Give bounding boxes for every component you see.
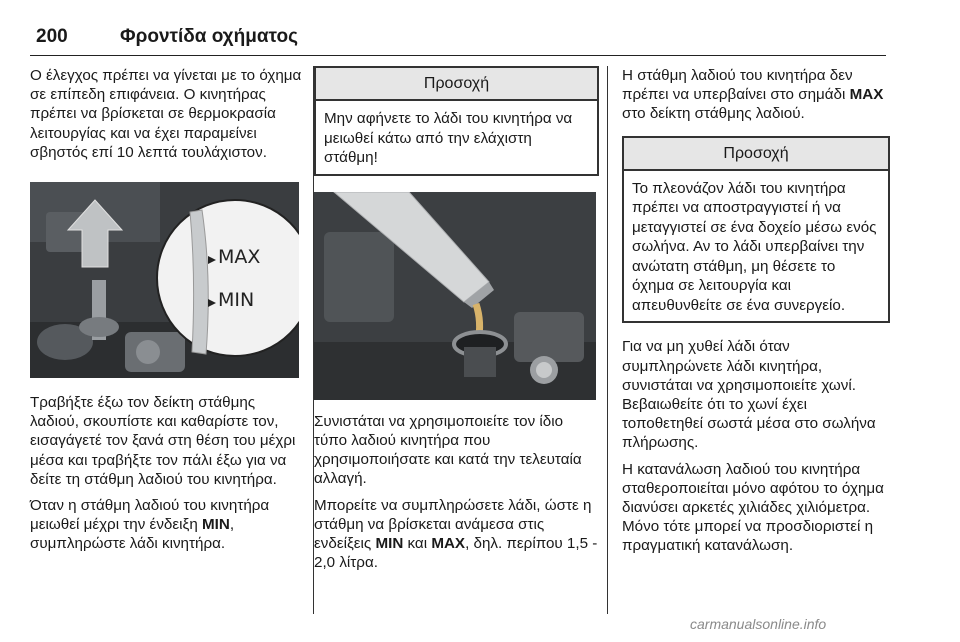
- caution-text: Το πλεονάζον λάδι του κινητήρα πρέπει να αποστραγγιστεί ή να μεταγγιστεί σε ένα δοχείο μέσω ενός σωλήνα. Αν το λάδι υπερβαίνει την ανώτατη στάθμη, μη θέσετε το όχημα σε λειτουργία και απευθυνθείτε σε ένα συνεργείο.: [632, 179, 877, 314]
- min-mark-label: MIN: [218, 289, 255, 312]
- page-number: 200: [36, 26, 68, 47]
- min-mark-text: MIN: [375, 534, 404, 552]
- oil-filling-figure: [314, 192, 596, 400]
- caution-box: [622, 136, 890, 324]
- dipstick-illustration: [30, 182, 299, 378]
- oil-bottle-illustration: [314, 192, 596, 400]
- paragraph: Η στάθμη λαδιού του κινητήρα δεν πρέπει να υπερβαίνει στο σημάδι MAX στο δείκτη στάθμης λαδιού.: [622, 67, 884, 123]
- paragraph: Όταν η στάθμη λαδιού του κινητήρα μειωθεί μέχρι την ένδειξη MIN, συμπληρώστε λάδι κινητήρα.: [30, 497, 270, 553]
- paragraph: Για να μη χυθεί λάδι όταν συμπληρώνετε λάδι κινητήρα, συνιστάται να χρησιμοποιείτε χωνί. Βεβαιωθείτε ότι το χωνί έχει τοποθετηθεί σωστά μέσα στο σωλήνα πλήρωσης.: [622, 338, 876, 452]
- column-left: [30, 66, 302, 561]
- column-middle: [314, 66, 599, 579]
- caution-box: [314, 66, 599, 176]
- paragraph: Ο έλεγχος πρέπει να γίνεται με το όχημα σε επίπεδη επιφάνεια. Ο κινητήρας πρέπει να βρίσκεται σε θερμοκρασία λειτουργίας και να έχει παραμείνει σβηστός επί 10 λεπτά τουλάχιστον.: [30, 67, 302, 161]
- caution-title: Προσοχή: [624, 138, 888, 171]
- caution-text: Μην αφήνετε το λάδι του κινητήρα να μειωθεί κάτω από την ελάχιστη στάθμη!: [324, 110, 573, 167]
- min-mark-text: MIN: [201, 516, 230, 534]
- paragraph: Τραβήξτε έξω τον δείκτη στάθμης λαδιού, σκουπίστε και καθαρίστε τον, εισαγάγετέ τον ξανά στη θέση του μέχρι μέσα και τραβήξτε τον πάλι έξω για να δείτε τη στάθμη λαδιού του κινητήρα.: [30, 394, 296, 488]
- column-divider: [607, 66, 608, 614]
- dipstick-figure: [30, 182, 299, 378]
- watermark: carmanualsonline.info: [690, 616, 827, 632]
- max-mark-text: MAX: [431, 534, 466, 552]
- paragraph: Η κατανάλωση λαδιού του κινητήρα σταθεροποιείται μόνο αφότου το όχημα διανύσει αρκετές χιλιάδες χιλιόμετρα. Μόνο τότε μπορεί να προσδιοριστεί η πραγματική κατανάλωση.: [622, 460, 884, 555]
- max-mark-text: MAX: [849, 86, 884, 104]
- paragraph: Μπορείτε να συμπληρώσετε λάδι, ώστε η στάθμη να βρίσκεται ανάμεσα στις ενδείξεις MIN και MAX, δηλ. περίπου 1,5 - 2,0 λίτρα.: [314, 496, 598, 572]
- paragraph: Συνιστάται να χρησιμοποιείτε τον ίδιο τύπο λαδιού κινητήρα που χρησιμοποιήσατε και κατά την τελευταία αλλαγή.: [314, 412, 582, 488]
- page-header: [30, 26, 886, 56]
- caution-title: Προσοχή: [316, 68, 597, 101]
- page-title: Φροντίδα οχήματος: [120, 26, 298, 47]
- max-mark-label: MAX: [218, 246, 261, 269]
- column-right: [622, 66, 890, 563]
